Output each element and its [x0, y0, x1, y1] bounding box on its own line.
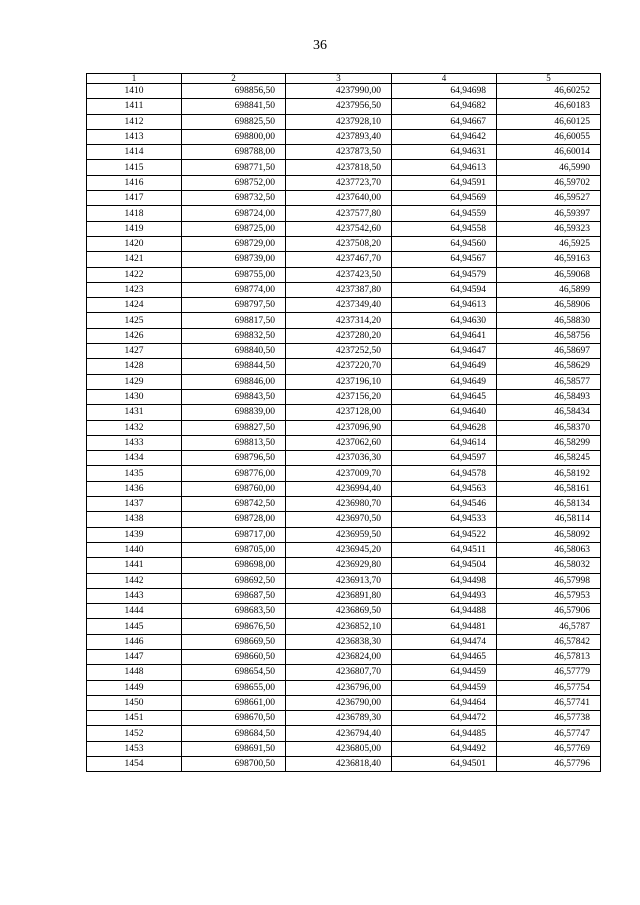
table-cell: 64,94649 — [392, 359, 497, 374]
table-cell: 64,94493 — [392, 588, 497, 603]
table-row — [87, 665, 601, 680]
table-cell: 1414 — [87, 145, 182, 160]
table-cell: 698788,00 — [182, 145, 286, 160]
table-row — [87, 206, 601, 221]
table-cell: 4236838,30 — [286, 634, 392, 649]
table-cell: 4236994,40 — [286, 481, 392, 496]
table-cell: 64,94631 — [392, 145, 497, 160]
table-row — [87, 99, 601, 114]
table-cell: 46,57796 — [497, 757, 601, 772]
table-cell: 64,94567 — [392, 252, 497, 267]
table-cell: 4236796,00 — [286, 680, 392, 695]
table-cell: 698760,00 — [182, 481, 286, 496]
table-cell: 64,94579 — [392, 267, 497, 282]
column-header: 1 — [87, 74, 182, 84]
table-cell: 64,94642 — [392, 129, 497, 144]
table-cell: 46,59163 — [497, 252, 601, 267]
table-cell: 46,57769 — [497, 741, 601, 756]
table-cell: 1446 — [87, 634, 182, 649]
column-header: 5 — [497, 74, 601, 84]
table-cell: 4237252,50 — [286, 344, 392, 359]
table-cell: 4237220,70 — [286, 359, 392, 374]
table-cell: 1440 — [87, 542, 182, 557]
table-row — [87, 252, 601, 267]
table-cell: 1412 — [87, 114, 182, 129]
table-cell: 4237893,40 — [286, 129, 392, 144]
table-cell: 64,94649 — [392, 374, 497, 389]
table-row — [87, 711, 601, 726]
table-row — [87, 588, 601, 603]
table-row — [87, 160, 601, 175]
table-cell: 698839,00 — [182, 405, 286, 420]
table-cell: 698670,50 — [182, 711, 286, 726]
table-row — [87, 481, 601, 496]
table-cell: 46,58434 — [497, 405, 601, 420]
table-cell: 1422 — [87, 267, 182, 282]
table-cell: 4236970,50 — [286, 512, 392, 527]
table-row — [87, 389, 601, 404]
table-cell: 1431 — [87, 405, 182, 420]
table-cell: 64,94504 — [392, 558, 497, 573]
table-cell: 64,94533 — [392, 512, 497, 527]
table-cell: 4237128,00 — [286, 405, 392, 420]
table-cell: 46,57813 — [497, 649, 601, 664]
table-cell: 64,94464 — [392, 695, 497, 710]
table-row — [87, 680, 601, 695]
table-cell: 4236945,20 — [286, 542, 392, 557]
table-cell: 1454 — [87, 757, 182, 772]
table-cell: 4236807,70 — [286, 665, 392, 680]
table-cell: 4237508,20 — [286, 236, 392, 251]
table-cell: 46,59323 — [497, 221, 601, 236]
table-cell: 698687,50 — [182, 588, 286, 603]
table-cell: 698654,50 — [182, 665, 286, 680]
table-cell: 46,57998 — [497, 573, 601, 588]
table-cell: 46,60055 — [497, 129, 601, 144]
table-cell: 64,94613 — [392, 298, 497, 313]
table-cell: 4236824,00 — [286, 649, 392, 664]
table-cell: 46,58134 — [497, 497, 601, 512]
table-cell: 4237062,60 — [286, 435, 392, 450]
table-cell: 1436 — [87, 481, 182, 496]
table-cell: 64,94569 — [392, 191, 497, 206]
table-cell: 1449 — [87, 680, 182, 695]
table-row — [87, 267, 601, 282]
table-cell: 4237990,00 — [286, 84, 392, 99]
table-cell: 1448 — [87, 665, 182, 680]
table-cell: 698771,50 — [182, 160, 286, 175]
table-cell: 4236959,50 — [286, 527, 392, 542]
table-cell: 1442 — [87, 573, 182, 588]
table-cell: 1441 — [87, 558, 182, 573]
table-cell: 64,94645 — [392, 389, 497, 404]
table-cell: 46,58161 — [497, 481, 601, 496]
table-cell: 4236794,40 — [286, 726, 392, 741]
table-cell: 4237723,70 — [286, 175, 392, 190]
table-cell: 4236790,00 — [286, 695, 392, 710]
table-cell: 698774,00 — [182, 282, 286, 297]
table-cell: 1417 — [87, 191, 182, 206]
table-cell: 1435 — [87, 466, 182, 481]
table-cell: 4237928,10 — [286, 114, 392, 129]
table-row — [87, 313, 601, 328]
table-cell: 698856,50 — [182, 84, 286, 99]
table-header-row — [87, 74, 601, 84]
table-row — [87, 497, 601, 512]
table-cell: 1444 — [87, 604, 182, 619]
table-cell: 64,94511 — [392, 542, 497, 557]
table-cell: 698796,50 — [182, 451, 286, 466]
table-cell: 1418 — [87, 206, 182, 221]
table-cell: 4236852,10 — [286, 619, 392, 634]
table-cell: 64,94560 — [392, 236, 497, 251]
table-cell: 46,57754 — [497, 680, 601, 695]
table-cell: 698742,50 — [182, 497, 286, 512]
table-cell: 64,94641 — [392, 328, 497, 343]
table-cell: 1427 — [87, 344, 182, 359]
table-cell: 4236929,80 — [286, 558, 392, 573]
table-cell: 64,94485 — [392, 726, 497, 741]
table-cell: 4236913,70 — [286, 573, 392, 588]
table-row — [87, 344, 601, 359]
table-row — [87, 420, 601, 435]
table-cell: 1439 — [87, 527, 182, 542]
table-cell: 1423 — [87, 282, 182, 297]
table-cell: 46,58299 — [497, 435, 601, 450]
table-cell: 4237156,20 — [286, 389, 392, 404]
table-cell: 64,94481 — [392, 619, 497, 634]
table-cell: 46,58092 — [497, 527, 601, 542]
table-row — [87, 741, 601, 756]
table-cell: 4237542,60 — [286, 221, 392, 236]
table-cell: 4237387,80 — [286, 282, 392, 297]
table-cell: 698717,00 — [182, 527, 286, 542]
table-cell: 698725,00 — [182, 221, 286, 236]
table-cell: 698700,50 — [182, 757, 286, 772]
column-header: 2 — [182, 74, 286, 84]
table-cell: 46,57953 — [497, 588, 601, 603]
table-cell: 4237349,40 — [286, 298, 392, 313]
table-row — [87, 542, 601, 557]
table-cell: 46,58577 — [497, 374, 601, 389]
table-cell: 1420 — [87, 236, 182, 251]
table-cell: 4236980,70 — [286, 497, 392, 512]
table-cell: 64,94647 — [392, 344, 497, 359]
table-cell: 698846,00 — [182, 374, 286, 389]
table-cell: 46,58114 — [497, 512, 601, 527]
table-cell: 1432 — [87, 420, 182, 435]
table-cell: 698661,00 — [182, 695, 286, 710]
table-cell: 1451 — [87, 711, 182, 726]
table-cell: 64,94563 — [392, 481, 497, 496]
table-cell: 46,5787 — [497, 619, 601, 634]
table-cell: 46,57906 — [497, 604, 601, 619]
table-cell: 1424 — [87, 298, 182, 313]
table-cell: 698724,00 — [182, 206, 286, 221]
coordinates-table — [86, 73, 601, 772]
table-cell: 4236891,80 — [286, 588, 392, 603]
table-row — [87, 634, 601, 649]
table-cell: 4237280,20 — [286, 328, 392, 343]
table-cell: 698843,50 — [182, 389, 286, 404]
table-cell: 1419 — [87, 221, 182, 236]
table-cell: 1450 — [87, 695, 182, 710]
table-cell: 698752,00 — [182, 175, 286, 190]
table-cell: 4237314,20 — [286, 313, 392, 328]
table-cell: 64,94640 — [392, 405, 497, 420]
table-cell: 1445 — [87, 619, 182, 634]
table-cell: 698660,50 — [182, 649, 286, 664]
table-row — [87, 604, 601, 619]
table-cell: 46,59527 — [497, 191, 601, 206]
table-cell: 64,94698 — [392, 84, 497, 99]
table-cell: 46,58063 — [497, 542, 601, 557]
table-body — [87, 84, 601, 772]
table-cell: 1438 — [87, 512, 182, 527]
table-cell: 46,5990 — [497, 160, 601, 175]
table-cell: 64,94474 — [392, 634, 497, 649]
table-row — [87, 145, 601, 160]
page-number: 36 — [313, 38, 327, 53]
table-cell: 1425 — [87, 313, 182, 328]
table-cell: 1447 — [87, 649, 182, 664]
table-cell: 64,94578 — [392, 466, 497, 481]
table-cell: 64,94459 — [392, 665, 497, 680]
table-row — [87, 405, 601, 420]
table-cell: 46,58697 — [497, 344, 601, 359]
table-cell: 698825,50 — [182, 114, 286, 129]
table-cell: 4237009,70 — [286, 466, 392, 481]
column-header: 4 — [392, 74, 497, 84]
table-cell: 64,94630 — [392, 313, 497, 328]
table-cell: 1411 — [87, 99, 182, 114]
table-cell: 46,58629 — [497, 359, 601, 374]
table-row — [87, 282, 601, 297]
table-cell: 698684,50 — [182, 726, 286, 741]
table-cell: 64,94591 — [392, 175, 497, 190]
table-row — [87, 84, 601, 99]
table-cell: 64,94559 — [392, 206, 497, 221]
column-header: 3 — [286, 74, 392, 84]
table-row — [87, 298, 601, 313]
table-row — [87, 451, 601, 466]
table-cell: 46,57842 — [497, 634, 601, 649]
table-row — [87, 435, 601, 450]
table-cell: 4237196,10 — [286, 374, 392, 389]
table-cell: 46,5925 — [497, 236, 601, 251]
table-cell: 698692,50 — [182, 573, 286, 588]
table-row — [87, 573, 601, 588]
table-cell: 4236789,30 — [286, 711, 392, 726]
table-cell: 64,94498 — [392, 573, 497, 588]
table-cell: 64,94628 — [392, 420, 497, 435]
table-cell: 1429 — [87, 374, 182, 389]
table-cell: 698669,50 — [182, 634, 286, 649]
table-cell: 698813,50 — [182, 435, 286, 450]
table-cell: 46,5899 — [497, 282, 601, 297]
table-row — [87, 221, 601, 236]
table-cell: 4236818,40 — [286, 757, 392, 772]
table-cell: 64,94492 — [392, 741, 497, 756]
table-cell: 1410 — [87, 84, 182, 99]
table-row — [87, 359, 601, 374]
table-row — [87, 466, 601, 481]
table-cell: 698698,00 — [182, 558, 286, 573]
table-cell: 698844,50 — [182, 359, 286, 374]
table-row — [87, 374, 601, 389]
table-cell: 64,94613 — [392, 160, 497, 175]
table-cell: 46,58192 — [497, 466, 601, 481]
table-cell: 46,58756 — [497, 328, 601, 343]
table-row — [87, 695, 601, 710]
table-row — [87, 757, 601, 772]
table-cell: 46,59702 — [497, 175, 601, 190]
table-cell: 698691,50 — [182, 741, 286, 756]
table-cell: 4237096,90 — [286, 420, 392, 435]
table-cell: 46,57779 — [497, 665, 601, 680]
table-cell: 64,94546 — [392, 497, 497, 512]
table-cell: 46,60183 — [497, 99, 601, 114]
table-cell: 64,94465 — [392, 649, 497, 664]
table-cell: 698732,50 — [182, 191, 286, 206]
table-cell: 1433 — [87, 435, 182, 450]
table-cell: 64,94667 — [392, 114, 497, 129]
table-cell: 1430 — [87, 389, 182, 404]
table-row — [87, 236, 601, 251]
table-cell: 64,94522 — [392, 527, 497, 542]
table-cell: 698776,00 — [182, 466, 286, 481]
table-cell: 46,58830 — [497, 313, 601, 328]
table-row — [87, 114, 601, 129]
table-cell: 4237818,50 — [286, 160, 392, 175]
table-cell: 698728,00 — [182, 512, 286, 527]
table-row — [87, 558, 601, 573]
table-cell: 698655,00 — [182, 680, 286, 695]
table-cell: 4237036,30 — [286, 451, 392, 466]
table-cell: 4237423,50 — [286, 267, 392, 282]
table-cell: 46,58906 — [497, 298, 601, 313]
table-cell: 698705,00 — [182, 542, 286, 557]
table-cell: 64,94472 — [392, 711, 497, 726]
table-cell: 1415 — [87, 160, 182, 175]
table-cell: 46,60125 — [497, 114, 601, 129]
table-cell: 4237467,70 — [286, 252, 392, 267]
table-cell: 46,58370 — [497, 420, 601, 435]
table-cell: 4237956,50 — [286, 99, 392, 114]
table-cell: 64,94558 — [392, 221, 497, 236]
table-cell: 64,94501 — [392, 757, 497, 772]
table-row — [87, 175, 601, 190]
table-cell: 698683,50 — [182, 604, 286, 619]
table-cell: 46,58493 — [497, 389, 601, 404]
table-cell: 46,60252 — [497, 84, 601, 99]
table-cell: 46,58245 — [497, 451, 601, 466]
table-cell: 698676,50 — [182, 619, 286, 634]
table-cell: 1426 — [87, 328, 182, 343]
table-cell: 1443 — [87, 588, 182, 603]
table-cell: 1434 — [87, 451, 182, 466]
table-row — [87, 619, 601, 634]
table-cell: 46,57747 — [497, 726, 601, 741]
table-cell: 46,58032 — [497, 558, 601, 573]
table-cell: 1428 — [87, 359, 182, 374]
table-cell: 1452 — [87, 726, 182, 741]
table-cell: 698827,50 — [182, 420, 286, 435]
table-cell: 698841,50 — [182, 99, 286, 114]
table-row — [87, 649, 601, 664]
table-cell: 4236805,00 — [286, 741, 392, 756]
table-cell: 64,94614 — [392, 435, 497, 450]
table-cell: 1453 — [87, 741, 182, 756]
table-cell: 46,57738 — [497, 711, 601, 726]
table-cell: 64,94488 — [392, 604, 497, 619]
table-cell: 4237640,00 — [286, 191, 392, 206]
table-cell: 64,94594 — [392, 282, 497, 297]
table-cell: 698755,00 — [182, 267, 286, 282]
table-cell: 46,60014 — [497, 145, 601, 160]
table-cell: 698797,50 — [182, 298, 286, 313]
table-row — [87, 328, 601, 343]
table-cell: 64,94597 — [392, 451, 497, 466]
table-cell: 698729,00 — [182, 236, 286, 251]
table-cell: 698800,00 — [182, 129, 286, 144]
table-cell: 46,59068 — [497, 267, 601, 282]
table-cell: 1413 — [87, 129, 182, 144]
table-row — [87, 527, 601, 542]
table-cell: 1437 — [87, 497, 182, 512]
table-cell: 698739,00 — [182, 252, 286, 267]
table-cell: 4237577,80 — [286, 206, 392, 221]
table-row — [87, 191, 601, 206]
table-cell: 64,94459 — [392, 680, 497, 695]
table-cell: 46,57741 — [497, 695, 601, 710]
table-cell: 1421 — [87, 252, 182, 267]
table-cell: 698840,50 — [182, 344, 286, 359]
table-cell: 46,59397 — [497, 206, 601, 221]
table-cell: 4236869,50 — [286, 604, 392, 619]
table-cell: 698817,50 — [182, 313, 286, 328]
table-cell: 1416 — [87, 175, 182, 190]
table-row — [87, 512, 601, 527]
table-cell: 698832,50 — [182, 328, 286, 343]
table-cell: 64,94682 — [392, 99, 497, 114]
table-cell: 4237873,50 — [286, 145, 392, 160]
table-row — [87, 726, 601, 741]
table-row — [87, 129, 601, 144]
